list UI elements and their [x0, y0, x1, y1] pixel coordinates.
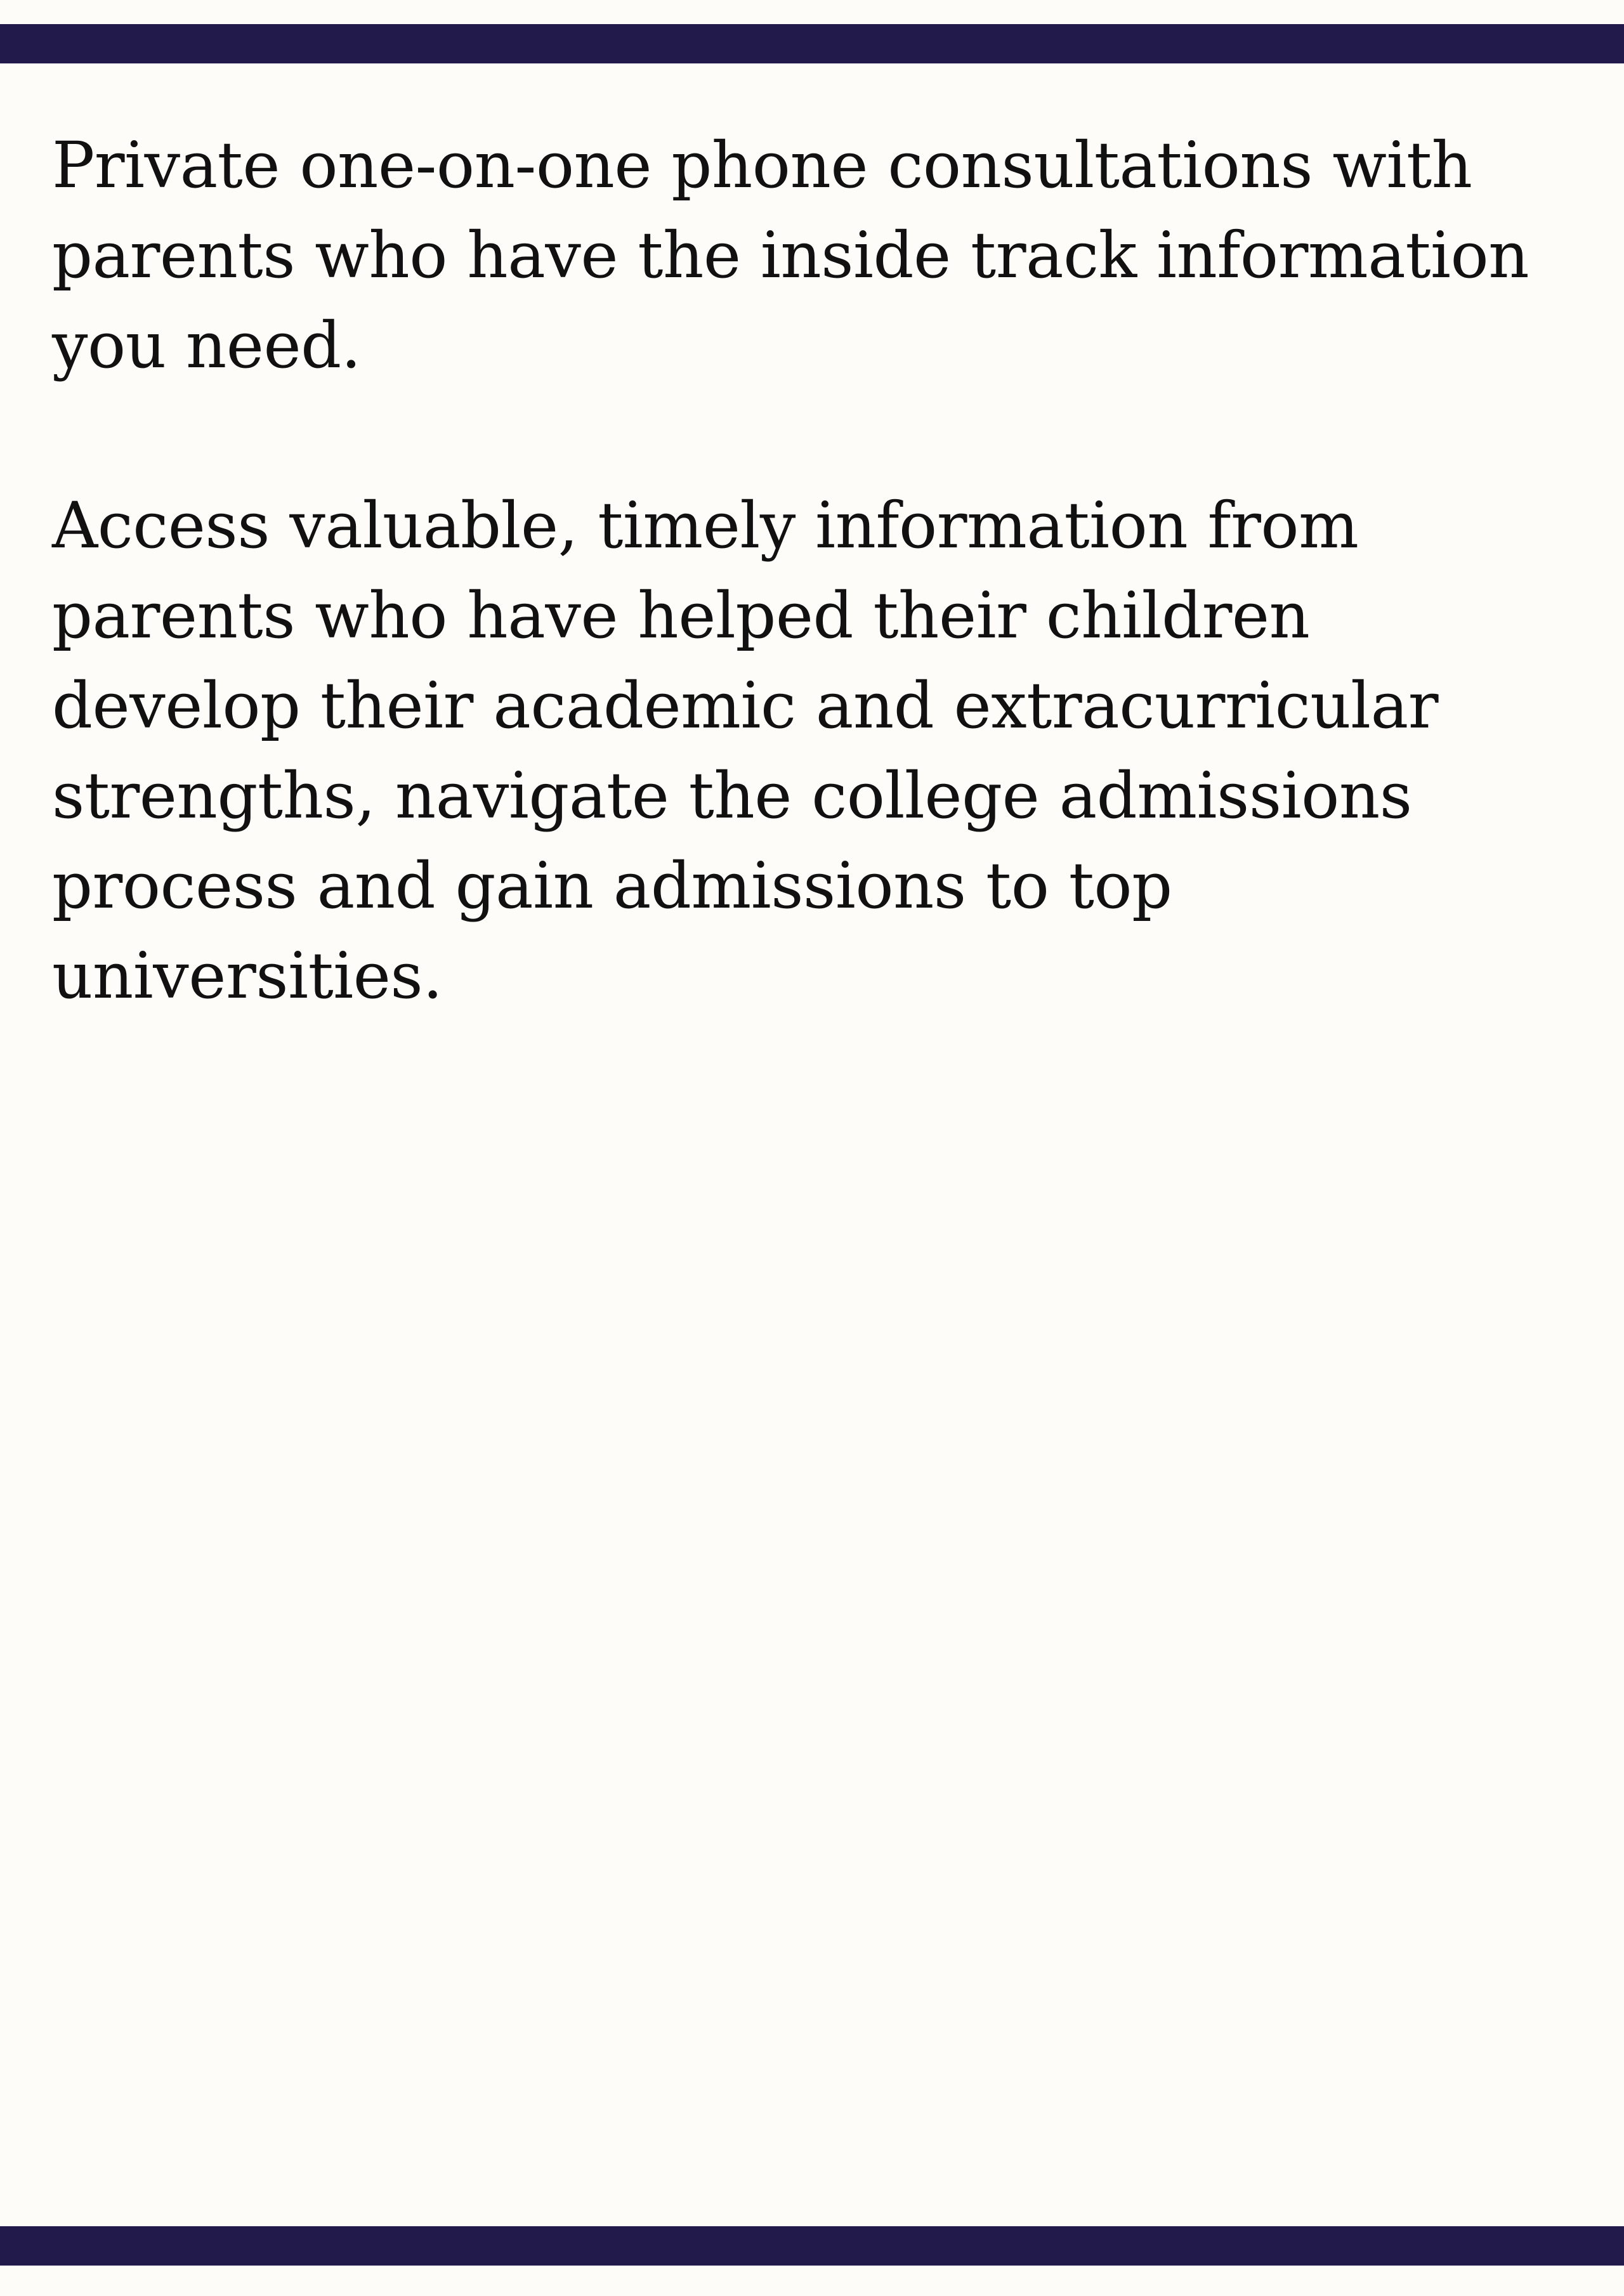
bottom-accent-band — [0, 2226, 1624, 2266]
body-text — [52, 121, 1587, 1021]
top-accent-band — [0, 24, 1624, 63]
paragraph-consultations: Private one-on-one phone consultations with parents who have the inside track information you need. — [52, 128, 1529, 382]
paragraph-information-access: Access valuable, timely information from parents who have helped their children develop their academic and extracurricular strengths, navigate the college admissions process and gain admissions to top universities. — [52, 488, 1439, 1013]
